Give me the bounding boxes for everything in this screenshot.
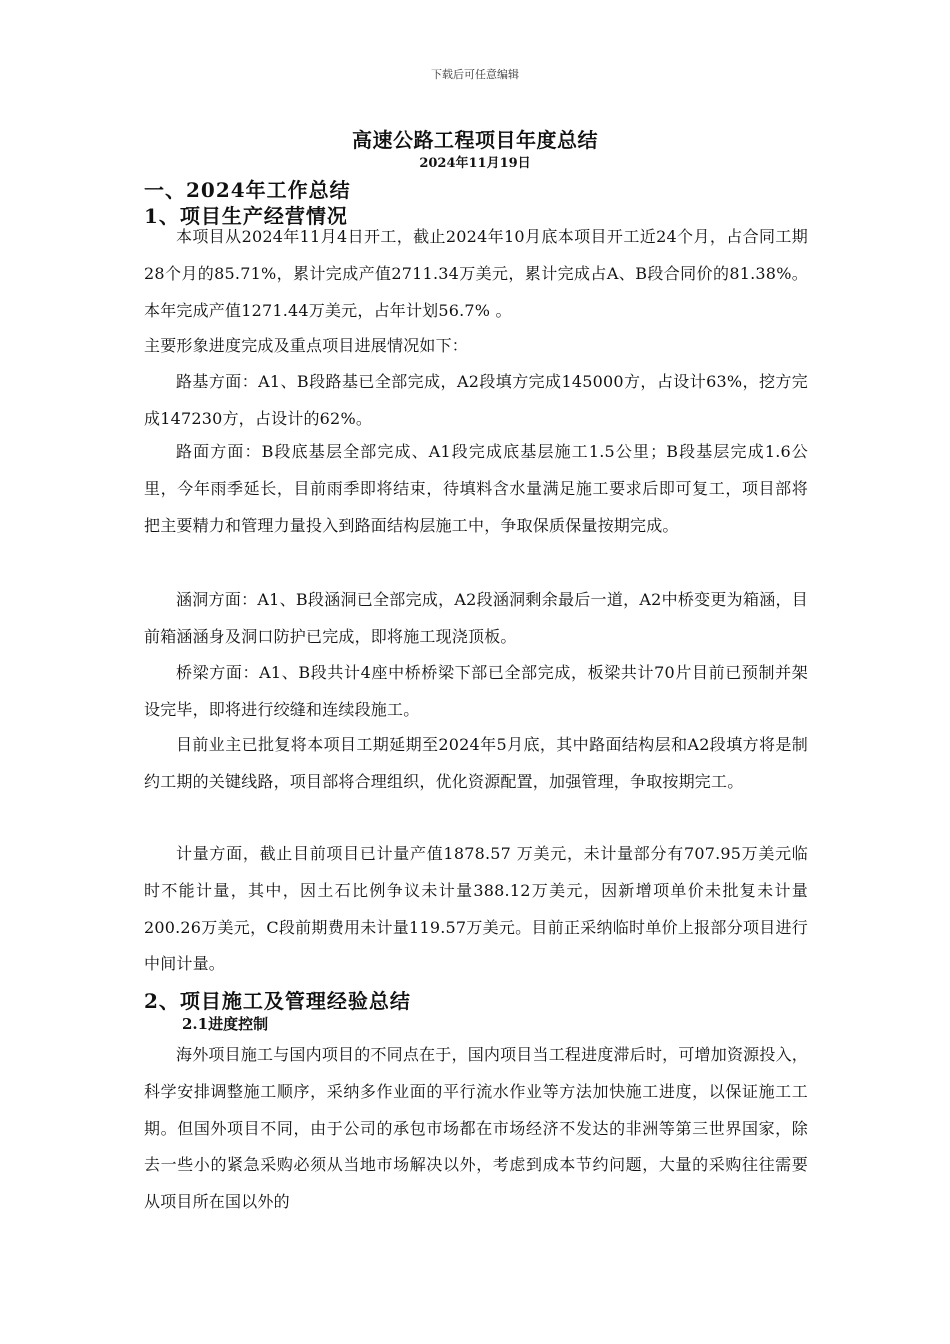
paragraph-measurement: 计量方面，截止目前项目已计量产值1878.57 万美元，未计量部分有707.95万美元临时不能计量，其中，因土石比例争议未计量388.12万美元，因新增项单价未批复未计量200.26万美元，C段前期费用未计量119.57万美元。目前正采纳临时单价上报部分项目进行中间计量。 [144,844,808,974]
paragraph-bridge: 桥梁方面：A1、B段共计4座中桥桥梁下部已全部完成，板梁共计70片目前已预制并架设完毕，即将进行绞缝和连续段施工。 [144,663,808,719]
section-heading-1: 一、2024年工作总结 [144,178,351,202]
paragraph-schedule: 目前业主已批复将本项目工期延期至2024年5月底，其中路面结构层和A2段填方将是制约工期的关键线路，项目部将合理组织，优化资源配置，加强管理，争取按期完工。 [144,735,808,791]
subsection-heading-1: 1、项目生产经营情况 [144,204,348,228]
document-date: 2024年11月19日 [419,156,531,171]
subsection-heading-2: 2、项目施工及管理经验总结 [144,989,411,1013]
header-note: 下载后可任意编辑 [431,68,519,81]
paragraph-pavement: 路面方面：B段底基层全部完成、A1段完成底基层施工1.5公里；B段基层完成1.6公里，今年雨季延长，目前雨季即将结束，待填料含水量满足施工要求后即可复工，项目部将把主要精力和管理力量投入到路面结构层施工中，争取保质保量按期完成。 [144,442,808,535]
paragraph-culvert: 涵洞方面：A1、B段涵洞已全部完成，A2段涵洞剩余最后一道，A2中桥变更为箱涵，目前箱涵涵身及洞口防护已完成，即将施工现浇顶板。 [144,590,808,646]
paragraph-subgrade: 路基方面：A1、B段路基已全部完成，A2段填方完成145000方，占设计63%，挖方完成147230方，占设计的62%。 [144,372,808,428]
document-title: 高速公路工程项目年度总结 [352,128,598,152]
paragraph-progress-intro: 主要形象进度完成及重点项目进展情况如下： [144,336,469,355]
paragraph-progress-control: 海外项目施工与国内项目的不同点在于，国内项目当工程进度滞后时，可增加资源投入，科学安排调整施工顺序，采纳多作业面的平行流水作业等方法加快施工进度，以保证施工工期。但国外项目不同，由于公司的承包市场都在市场经济不发达的非洲等第三世界国家，除去一些小的紧急采购必须从当地市场解决以外，考虑到成本节约问题，大量的采购往往需要从项目所在国以外的 [144,1045,808,1212]
paragraph-production-summary: 本项目从2024年11月4日开工，截止2024年10月底本项目开工近24个月，占合同工期28个月的85.71%，累计完成产值2711.34万美元，累计完成占A、B段合同价的81.38%。本年完成产值1271.44万美元，占年计划56.7% 。 [144,227,808,320]
subsection-heading-2-1: 2.1进度控制 [182,1015,269,1033]
